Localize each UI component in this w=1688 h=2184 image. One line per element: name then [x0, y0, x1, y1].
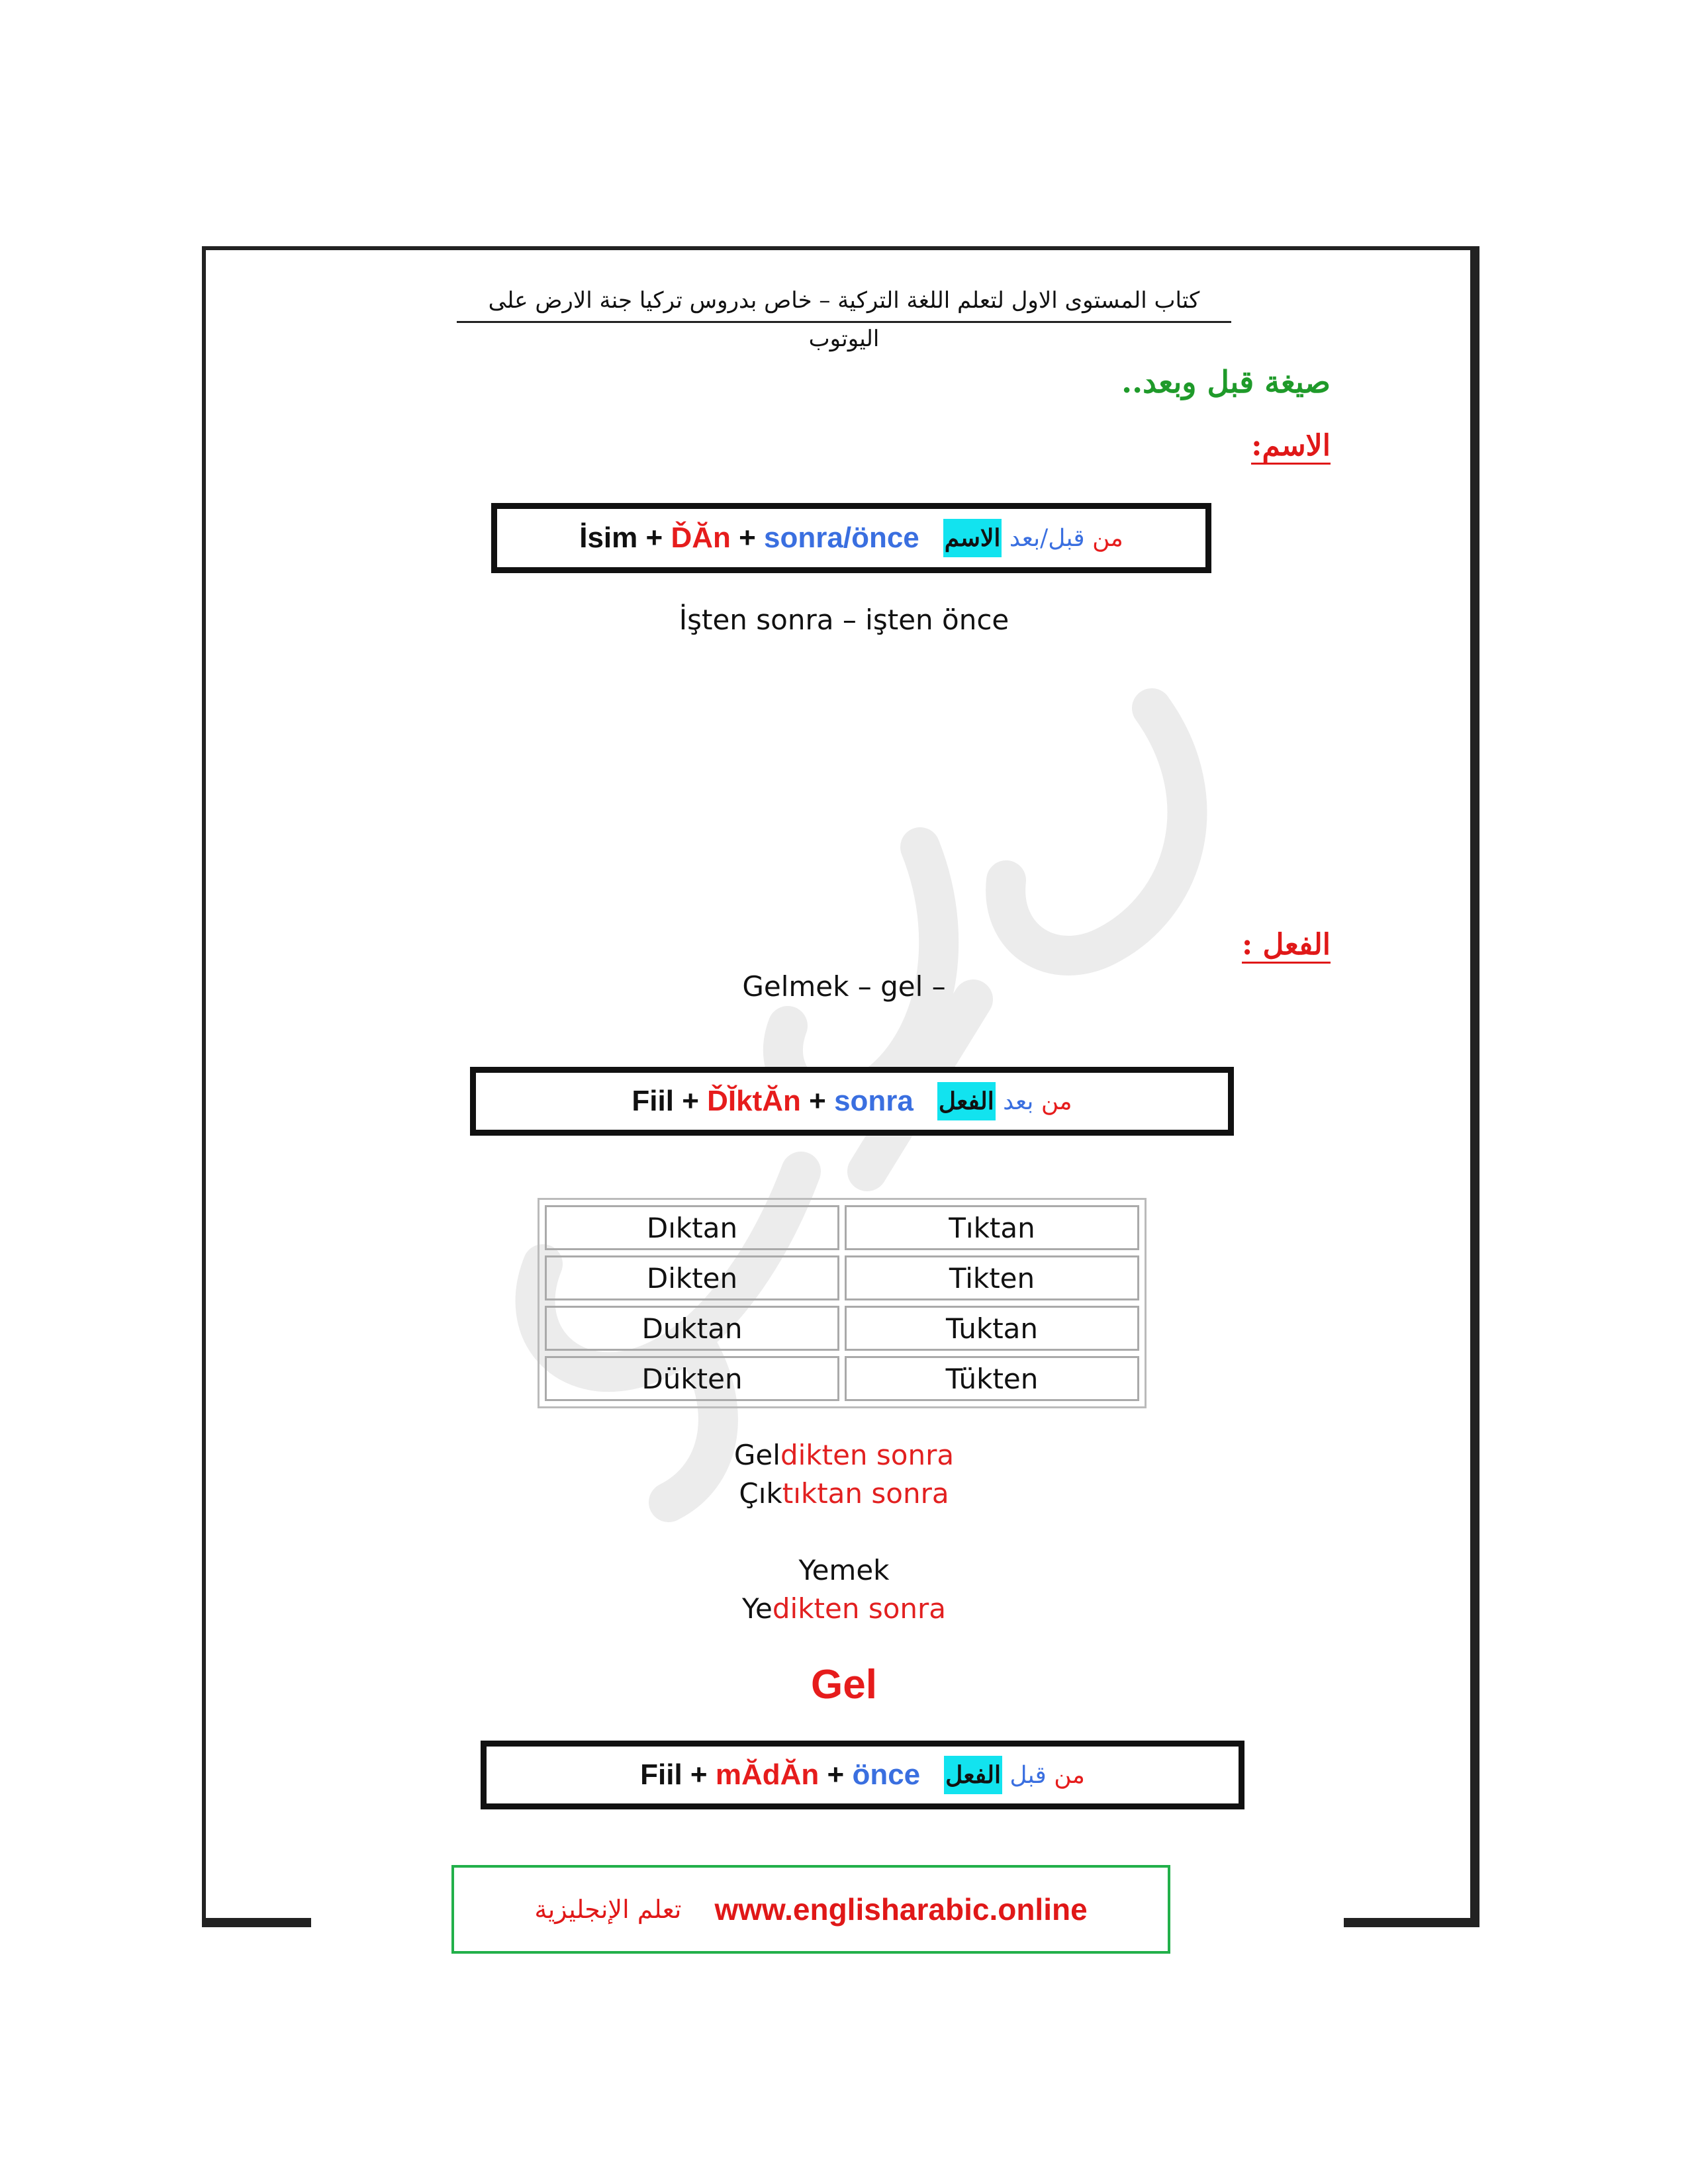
section-title: صيغة قبل وبعد..: [1121, 364, 1331, 400]
example-stem: Ye: [741, 1592, 773, 1625]
table-cell: Dıktan: [545, 1205, 839, 1250]
table-cell: Tıktan: [845, 1205, 1139, 1250]
verb-before-formula-box: [481, 1741, 1244, 1809]
table-cell: Dükten: [545, 1356, 839, 1401]
formula-plus: +: [819, 1758, 853, 1791]
example-suffix: tıktan sonra: [782, 1477, 949, 1510]
verb-label-text: الفعل :: [1242, 928, 1331, 964]
formula-arabic-highlight: الفعل: [937, 1082, 996, 1120]
footer-arabic: تعلم الإنجليزية: [534, 1895, 682, 1924]
example-stem: Gel: [733, 1439, 780, 1471]
example-suffix: dikten sonra: [772, 1592, 947, 1625]
table-cell: Dikten: [545, 1255, 839, 1300]
formula-arabic: [943, 524, 1123, 552]
formula-arabic: [937, 1087, 1072, 1115]
table-cell: Tuktan: [845, 1306, 1139, 1351]
example-suffix: dikten sonra: [780, 1439, 955, 1471]
table-cell: Tükten: [845, 1356, 1139, 1401]
formula-arabic-blue: قبل/بعد: [1002, 525, 1093, 552]
footer-url-link[interactable]: www.englisharabic.online: [714, 1892, 1088, 1927]
formula-arabic-red: من: [1041, 1088, 1072, 1115]
formula-plus: +: [673, 1085, 708, 1117]
formula-arabic-red: من: [1092, 525, 1123, 552]
table-cell: Tikten: [845, 1255, 1139, 1300]
noun-example: İşten sonra – işten önce: [679, 604, 1009, 636]
suffix-table: [538, 1198, 1147, 1408]
noun-label: [1251, 429, 1331, 463]
gel-heading: Gel: [811, 1662, 877, 1707]
example-line-3: Yemek: [798, 1554, 890, 1586]
formula-plus: +: [637, 522, 671, 554]
formula-plus: +: [800, 1085, 835, 1117]
formula-plus: +: [730, 522, 765, 554]
formula-arabic-blue: قبل: [1002, 1762, 1055, 1789]
noun-label-text: الاسم:: [1251, 429, 1331, 465]
formula-arabic-red: من: [1054, 1762, 1085, 1789]
table-cell: Duktan: [545, 1306, 839, 1351]
example-line-4: [0, 1592, 1688, 1625]
noun-formula-box: [491, 503, 1211, 573]
formula-base: Fiil: [632, 1085, 674, 1117]
verb-label: [1242, 928, 1331, 962]
formula-arabic: [944, 1761, 1085, 1789]
header-title: كتاب المستوى الاول لتعلم اللغة التركية – خاص بدروس تركيا جنة الارض على اليوتوب: [457, 281, 1231, 323]
formula-suffix: mĂdĂn: [715, 1758, 820, 1791]
table-row: [545, 1356, 1139, 1401]
formula-words: sonra/önce: [764, 522, 919, 554]
formula-arabic-highlight: الفعل: [944, 1756, 1002, 1794]
table-row: [545, 1255, 1139, 1300]
formula-arabic-blue: بعد: [995, 1088, 1041, 1115]
formula-arabic-highlight: الاسم: [943, 519, 1002, 557]
table-row: [545, 1205, 1139, 1250]
example-line-2: [0, 1477, 1688, 1510]
table-row: [545, 1306, 1139, 1351]
formula-words: önce: [852, 1758, 921, 1791]
formula-base: İsim: [579, 522, 638, 554]
formula-base: Fiil: [640, 1758, 682, 1791]
example-stem: Çık: [739, 1477, 782, 1510]
verb-after-formula-box: [470, 1067, 1234, 1136]
formula-plus: +: [682, 1758, 716, 1791]
formula-suffix: ĎĬktĂn: [707, 1085, 801, 1117]
formula-suffix: ĎĂn: [671, 522, 731, 554]
footer-box[interactable]: [451, 1865, 1170, 1954]
verb-example: Gelmek – gel –: [742, 970, 946, 1003]
formula-words: sonra: [834, 1085, 914, 1117]
example-line-1: [0, 1439, 1688, 1471]
